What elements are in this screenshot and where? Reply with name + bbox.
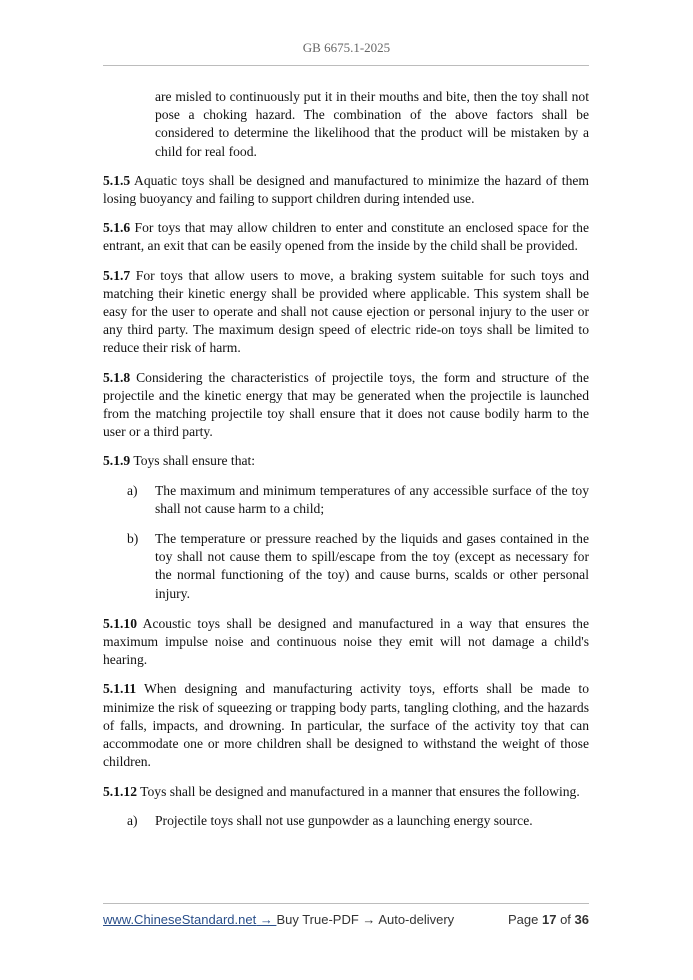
- clause-text: Acoustic toys shall be designed and manufactured in a way that ensures the maximum impulse noise and continuous noise they emit will not damage a child's hearing.: [103, 615, 589, 668]
- arrow-right-icon: →: [256, 912, 277, 927]
- clause-text: Aquatic toys shall be designed and manufactured to minimize the hazard of them losing buoyancy and failing to support children during intended use.: [103, 172, 589, 207]
- clause-5-1-9: [103, 452, 589, 470]
- footer-divider: [103, 903, 589, 904]
- footer-links: [103, 912, 454, 927]
- clause-text: For toys that may allow children to enter and constitute an enclosed space for the entrant, an exit that can be easily opened from the inside by the child shall be provided.: [103, 220, 589, 254]
- clause-number: 5.1.10: [103, 615, 137, 631]
- current-page: 17: [541, 912, 557, 927]
- list-item-label: a): [127, 482, 138, 498]
- clause-number: 5.1.5: [103, 172, 131, 188]
- clause-text: For toys that allow users to move, a braking system suitable for such toys and matching their kinetic energy shall be provided where applicable. This system shall be easy for the user to operate and shall not cause ejection or personal injury to the user or any third party. The maximum design speed of electric ride-on toys shall be limited to reduce their risk of harm.: [103, 267, 589, 356]
- arrow-right-icon: →: [358, 912, 379, 927]
- clause-5-1-7: [103, 267, 589, 358]
- list-item-label: b): [127, 531, 139, 547]
- list-item-text: The temperature or pressure reached by the liquids and gases contained in the toy shall not cause them to spill/escape from the toy (except as necessary for the normal functioning of the toy) and cause burns, scalds or other personal injury.: [155, 531, 589, 601]
- clause-5-1-8: [103, 369, 589, 442]
- clause-5-1-5: [103, 172, 589, 208]
- clause-text: Toys shall ensure that:: [130, 453, 256, 469]
- clause-text: Toys shall be designed and manufactured in a manner that ensures the following.: [136, 783, 580, 799]
- site-link[interactable]: www.ChineseStandard.net: [103, 912, 257, 927]
- document-body: [103, 88, 589, 842]
- list-item-text: The maximum and minimum temperatures of any accessible surface of the toy shall not cause harm to a child;: [155, 482, 589, 516]
- clause-text: Considering the characteristics of projectile toys, the form and structure of the projectile and the kinetic energy that may be generated when the projectile is launched from the matching projectile toy shall ensure that it does not cause bodily harm to the user or a third party.: [103, 369, 589, 440]
- header-divider: [103, 65, 589, 66]
- clause-number: 5.1.7: [103, 267, 131, 283]
- clause-5-1-12: [103, 783, 589, 801]
- clause-5-1-11: [103, 680, 589, 771]
- document-header: GB 6675.1-2025: [302, 40, 391, 55]
- list-item-text: Projectile toys shall not use gunpowder as a launching energy source.: [155, 812, 533, 828]
- of-label: of: [556, 912, 575, 927]
- page-number: [508, 912, 589, 927]
- clause-number: 5.1.9: [103, 453, 131, 469]
- list-item-label: a): [127, 812, 138, 828]
- continuation-paragraph: are misled to continuously put it in their mouths and bite, then the toy shall not pose a choking hazard. The combination of the above factors shall be considered to determine the likelihood that the product will be mistaken by a child for real food.: [155, 89, 589, 159]
- page-footer: [103, 912, 589, 930]
- list-item: [127, 482, 589, 518]
- clause-number: 5.1.11: [103, 681, 137, 697]
- buy-pdf-text: Buy True-PDF: [276, 912, 359, 927]
- total-pages: 36: [574, 912, 589, 927]
- auto-delivery-text: Auto-delivery: [378, 912, 455, 927]
- list-item: [127, 530, 589, 603]
- clause-5-1-6: [103, 219, 589, 255]
- clause-number: 5.1.6: [103, 220, 131, 236]
- clause-number: 5.1.8: [103, 369, 131, 385]
- clause-number: 5.1.12: [103, 783, 137, 799]
- list-item: [127, 812, 589, 830]
- clause-5-1-10: [103, 615, 589, 670]
- page-label: Page: [508, 912, 542, 927]
- clause-text: When designing and manufacturing activity toys, efforts shall be made to minimize the risk of squeezing or trapping body parts, tangling clothing, and the hazards of falls, impacts, and drowning. In particular, the surface of the activity toy that can accommodate one or more children shall be designed to withstand the weight of those children.: [103, 681, 589, 770]
